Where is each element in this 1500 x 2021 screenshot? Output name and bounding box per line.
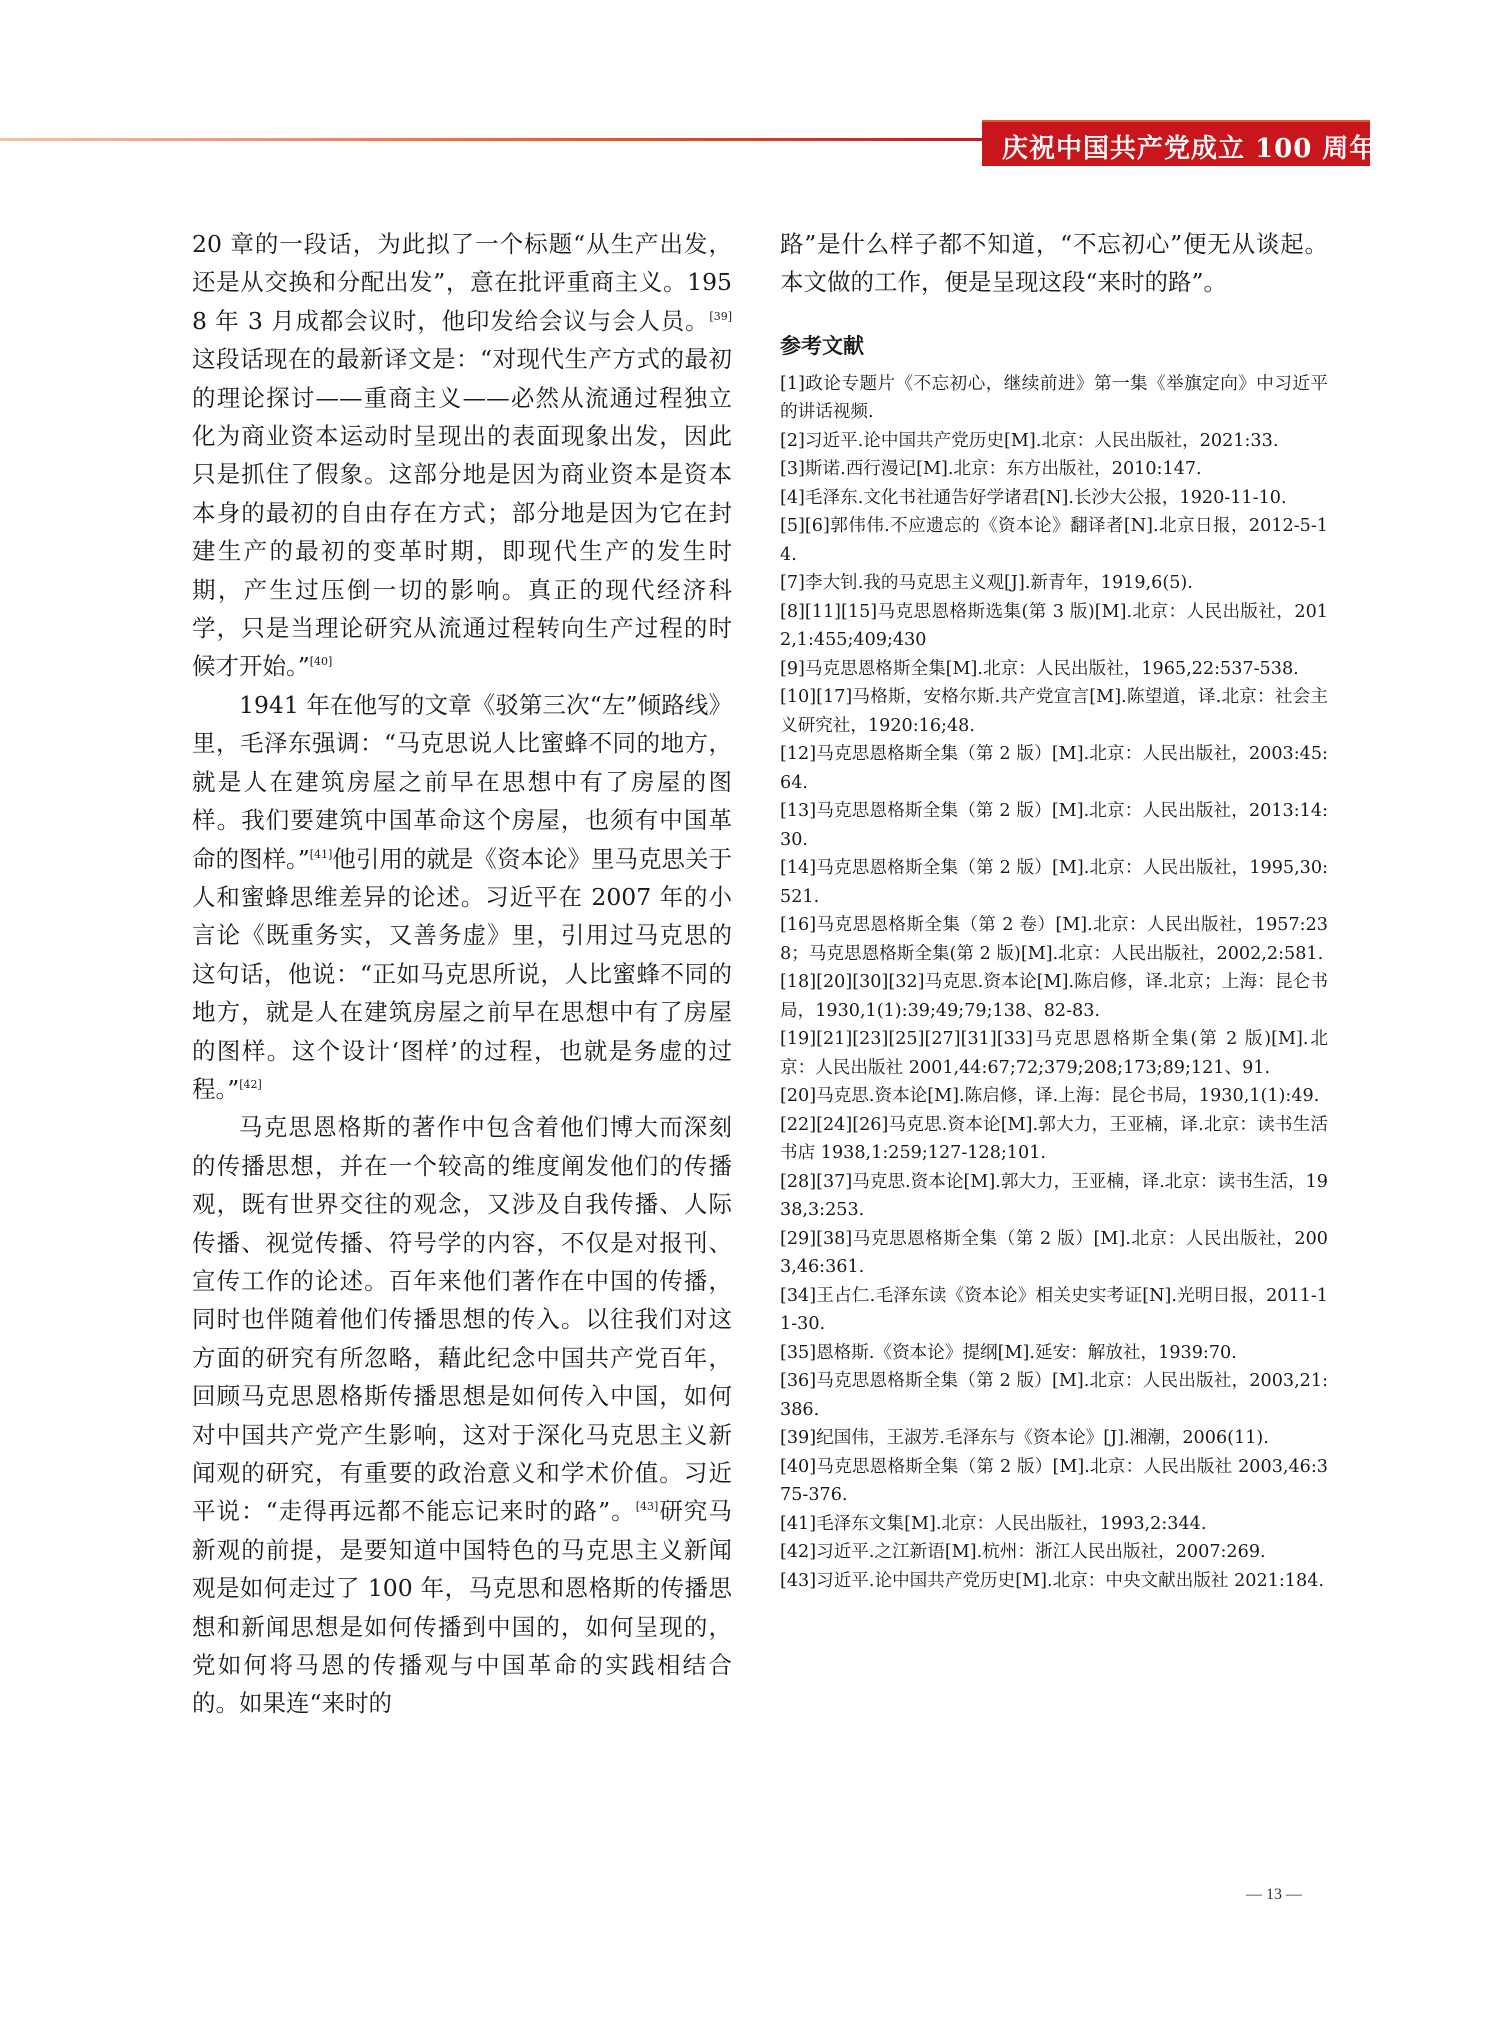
reference-item: [1]政论专题片《不忘初心，继续前进》第一集《举旗定向》中习近平的讲话视频. [780,373,1328,423]
reference-item: [36]马克思恩格斯全集（第 2 版）[M].北京：人民出版社，2003,21:386. [780,1371,1328,1420]
reference-item: [18][20][30][32]马克思.资本论[M].陈启修，译.北京；上海：昆仑书局，1930,1(1):39;49;79;138、82-83. [780,972,1328,1021]
reference-item: [20]马克思.资本论[M].陈启修，译.上海：昆仑书局，1930,1(1):49. [780,1086,1320,1107]
citation-marker: [41] [309,847,333,861]
reference-item: [19][21][23][25][27][31][33]马克思恩格斯全集(第 2 版)[M].北京：人民出版社 2001,44:67;72;379;208;173;89;121、91. [780,1029,1328,1078]
reference-item: [39]纪国伟，王淑芳.毛泽东与《资本论》[J].湘潮，2006(11). [780,1428,1269,1449]
reference-item: [5][6]郭伟伟.不应遗忘的《资本论》翻译者[N].北京日报，2012-5-14. [780,516,1328,565]
reference-item: [9]马克思恩格斯全集[M].北京：人民出版社，1965,22:537-538. [780,658,1299,679]
paragraph-text: 他引用的就是《资本论》里马克思关于人和蜜蜂思维差异的论述。习近平在 2007 年的小言论《既重务实，又善务虚》里，引用过马克思的这句话，他说：“正如马克思所说，人比蜜蜂不同的地方，就是人在建筑房屋之前早在思想中有了房屋的图样。这个设计‘图样’的过程，也就是务虚的过程。” [192,844,732,1103]
header-banner-title: 庆祝中国共产党成立 100 周年 [1002,134,1377,164]
paragraph-text: 1941 年在他写的文章《驳第三次“左”倾路线》里，毛泽东强调：“马克思说人比蜜蜂不同的地方，就是人在建筑房屋之前早在思想中有了房屋的图样。我们要建筑中国革命这个房屋，也须有中国革命的图样。” [192,690,732,873]
reference-item: [35]恩格斯.《资本论》提纲[M].延安：解放社，1939:70. [780,1342,1237,1363]
paragraph-text: 研究马新观的前提，是要知道中国特色的马克思主义新闻观是如何走过了 100 年，马克思和恩格斯的传播思想和新闻思想是如何传播到中国的，如何呈现的，党如何将马恩的传播观与中国革命的实践相结合的。如果连“来时的 [192,1497,732,1718]
citation-marker: [43] [635,1500,659,1514]
reference-item: [7]李大钊.我的马克思主义观[J].新青年，1919,6(5). [780,573,1193,594]
reference-item: [42]习近平.之江新语[M].杭州：浙江人民出版社，2007:269. [780,1542,1266,1563]
right-column [780,225,1328,1595]
citation-marker: [39] [709,309,732,323]
reference-item: [29][38]马克思恩格斯全集（第 2 版）[M].北京：人民出版社，2003,46:361. [780,1228,1328,1278]
reference-item: [14]马克思恩格斯全集（第 2 版）[M].北京：人民出版社，1995,30:521. [780,858,1328,907]
paragraph-text: 这段话现在的最新译文是：“对现代生产方式的最初的理论探讨——重商主义——必然从流通过程独立化为商业资本运动时呈现出的表面现象出发，因此只是抓住了假象。这部分地是因为商业资本是资本本身的最初的自由存在方式；部分地是因为它在封建生产的最初的变革时期，即现代生产的发生时期，产生过压倒一切的影响。真正的现代经济科学，只是当理论研究从流通过程转向生产过程的时候才开始。” [192,345,732,681]
reference-item: [8][11][15]马克思恩格斯选集(第 3 版)[M].北京：人民出版社，2012,1:455;409;430 [780,601,1328,651]
reference-item: [4]毛泽东.文化书社通告好学诸君[N].长沙大公报，1920-11-10. [780,487,1287,508]
reference-item: [22][24][26]马克思.资本论[M].郭大力，王亚楠，译.北京：读书生活书店 1938,1:259;127-128;101. [780,1114,1328,1164]
reference-item: [2]习近平.论中国共产党历史[M].北京：人民出版社，2021:33. [780,430,1279,451]
reference-item: [41]毛泽东文集[M].北京：人民出版社，1993,2:344. [780,1513,1207,1534]
reference-item: [3]斯诺.西行漫记[M].北京：东方出版社，2010:147. [780,459,1202,480]
header-banner [982,120,1377,166]
paragraph-text: 20 章的一段话，为此拟了一个标题“从生产出发，还是从交换和分配出发”，意在批评重商主义。1958 年 3 月成都会议时，他印发给会议与会人员。 [192,230,732,335]
body-paragraph [192,225,732,686]
left-column [192,225,732,1723]
citation-marker: [42] [239,1077,262,1091]
page-number: — 13 — [1246,1886,1302,1903]
reference-item: [12]马克思恩格斯全集（第 2 版）[M].北京：人民出版社，2003:45:64. [780,744,1328,793]
reference-item: [28][37]马克思.资本论[M].郭大力，王亚楠，译.北京：读书生活，1938,3:253. [780,1171,1328,1221]
body-paragraph [192,686,732,1108]
reference-item: [13]马克思恩格斯全集（第 2 版）[M].北京：人民出版社，2013:14:30. [780,801,1328,850]
reference-item: [10][17]马格斯，安格尔斯.共产党宣言[M].陈望道，译.北京：社会主义研究社，1920:16;48. [780,687,1328,736]
references-heading: 参考文献 [780,333,864,358]
citation-marker: [40] [309,655,333,669]
references-list [780,370,1328,1596]
reference-item: [43]习近平.论中国共产党历史[M].北京：中央文献出版社 2021:184. [780,1570,1324,1591]
reference-item: [16]马克思恩格斯全集（第 2 卷）[M].北京：人民出版社，1957:238；马克思恩格斯全集(第 2 版)[M].北京：人民出版社，2002,2:581. [780,915,1328,964]
body-paragraph-continuation: 路”是什么样子都不知道，“不忘初心”便无从谈起。本文做的工作，便是呈现这段“来时的路”。 [780,230,1328,297]
header-rule [0,138,990,141]
reference-item: [40]马克思恩格斯全集（第 2 版）[M].北京：人民出版社 2003,46:375-376. [780,1456,1328,1506]
paragraph-text: 马克思恩格斯的著作中包含着他们博大而深刻的传播思想，并在一个较高的维度阐发他们的传播观，既有世界交往的观念，又涉及自我传播、人际传播、视觉传播、符号学的内容，不仅是对报刊、宣传工作的论述。百年来他们著作在中国的传播，同时也伴随着他们传播思想的传入。以往我们对这方面的研究有所忽略，藉此纪念中国共产党百年，回顾马克思恩格斯传播思想是如何传入中国，如何对中国共产党产生影响，这对于深化马克思主义新闻观的研究，有重要的政治意义和学术价值。习近平说：“走得再远都不能忘记来时的路”。 [192,1113,732,1526]
body-paragraph [192,1108,732,1723]
reference-item: [34]王占仁.毛泽东读《资本论》相关史实考证[N].光明日报，2011-11-30. [780,1285,1328,1335]
